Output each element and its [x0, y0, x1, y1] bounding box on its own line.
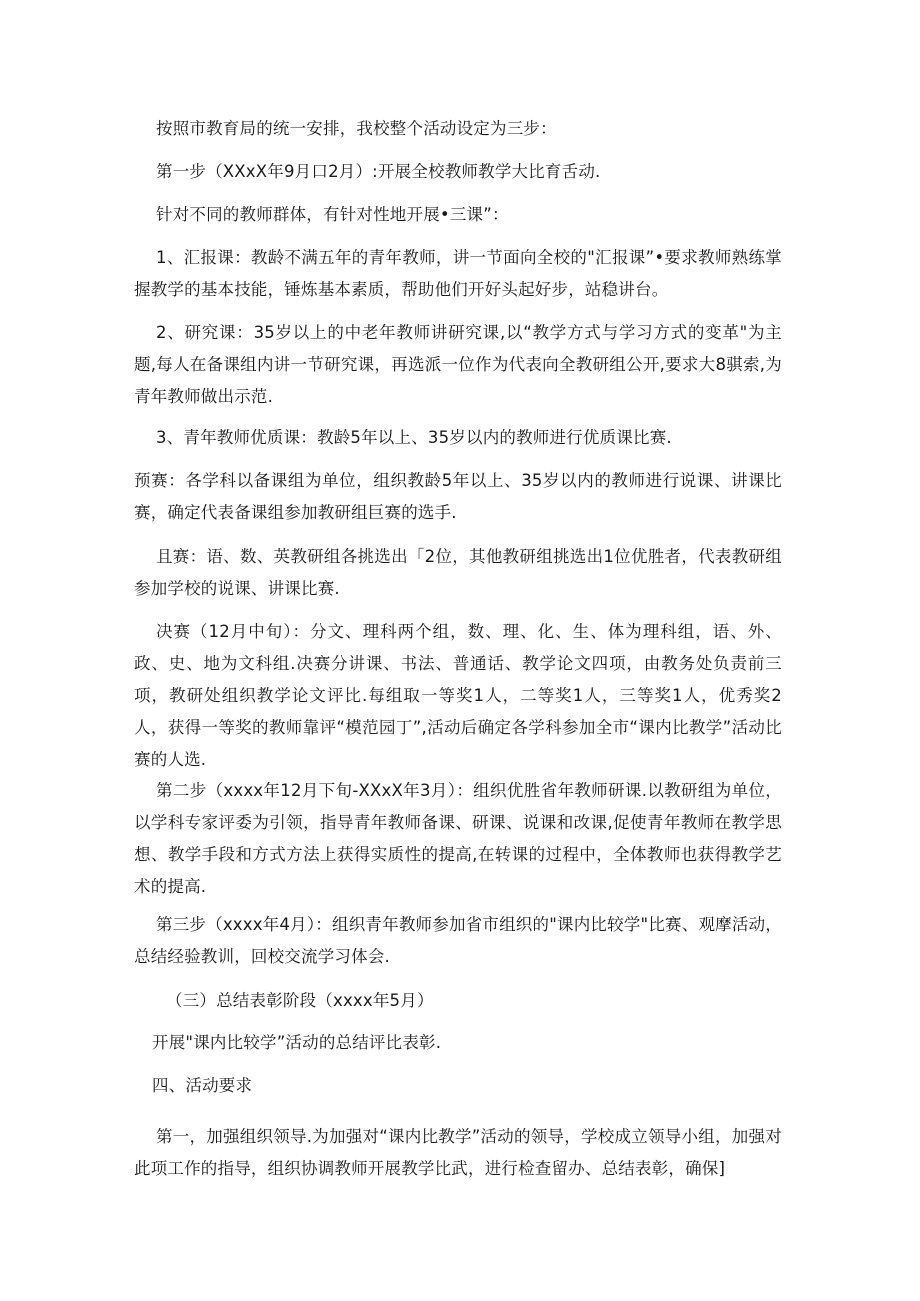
paragraph-intro: 按照市教育局的统一安排，我校整个活动设定为三步： — [156, 119, 557, 138]
paragraph-semifinal: 且赛：语、数、英教研组各挑选出「2位，其他教研组挑选出1位优胜者，代表教研组参加学校的说课、讲课比赛. — [134, 547, 782, 598]
paragraph-summary: 开展"课内比较学”活动的总结评比表彰. — [152, 1033, 442, 1052]
paragraph-step-two: 第二步（xxxx年12月下旬-XXxX年3月）：组织优胜省年教师研课.以教研组为单位，以学科专家评委为引领，指导青年教师备课、研课、说课和改课,促使青年教师在教学思想、教学手段和方式方法上获得实质性的提高,在转课的过程中，全体教师也获得教学艺术的提高. — [134, 781, 782, 896]
paragraph-research-lesson: 2、研究课：35岁以上的中老年教师讲研究课,以“教学方式与学习方式的变革"为主题,每人在备课组内讲一节研究课，再选派一位作为代表向全教研组公开,要求大8骐索,为青年教师做出示范. — [134, 323, 782, 406]
paragraph-quality-lesson: 3、青年教师优质课：教龄5年以上、35岁以内的教师进行优质课比赛. — [156, 428, 672, 447]
paragraph-final: 决赛（12月中旬）：分文、理科两个组，数、理、化、生、体为理科组，语、外、政、史、地为文科组.决赛分讲课、书法、普通话、教学论文四项，由教务处负责前三项，教研处组织教学论文评比.每组取一等奖1人，二等奖1人，三等奖1人，优秀奖2人，获得一等奖的教师靠评“模范园丁”,活动后确定各学科参加全市“课内比教学”活动比赛的人选. — [134, 622, 782, 769]
paragraph-step-one: 第一步（XXxX年9月口2月）:开展全校教师教学大比育舌动. — [156, 162, 601, 181]
paragraph-report-lesson: 1、汇报课：教龄不满五年的青年教师，讲一节面向全校的"汇报课”•要求教师熟练掌握教学的基本技能，锤炼基本素质，帮助他们开好头起好步，站稳讲台。 — [134, 248, 782, 299]
paragraph-requirement-one: 第一，加强组织领导.为加强对“课内比教学”活动的领导，学校成立领导小组，加强对此项工作的指导，组织协调教师开展教学比武，进行检查留办、总结表彰，确保] — [134, 1127, 782, 1178]
section-heading-requirements: 四、活动要求 — [152, 1076, 253, 1095]
paragraph-three-lessons: 针对不同的教师群体，有针对性地开展•三课”： — [156, 205, 509, 224]
paragraph-step-three: 第三步（xxxx年4月）：组织青年教师参加省市组织的"课内比较学"比赛、观摩活动，总结经验教训，回校交流学习体会. — [134, 915, 782, 966]
paragraph-preliminary: 预赛：各学科以备课组为单位，组织教龄5年以上、35岁以内的教师进行说课、讲课比赛，确定代表备课组参加教研组巨赛的选手. — [134, 471, 782, 522]
section-heading-summary: （三）总结表彰阶段（xxxx年5月） — [166, 991, 434, 1010]
